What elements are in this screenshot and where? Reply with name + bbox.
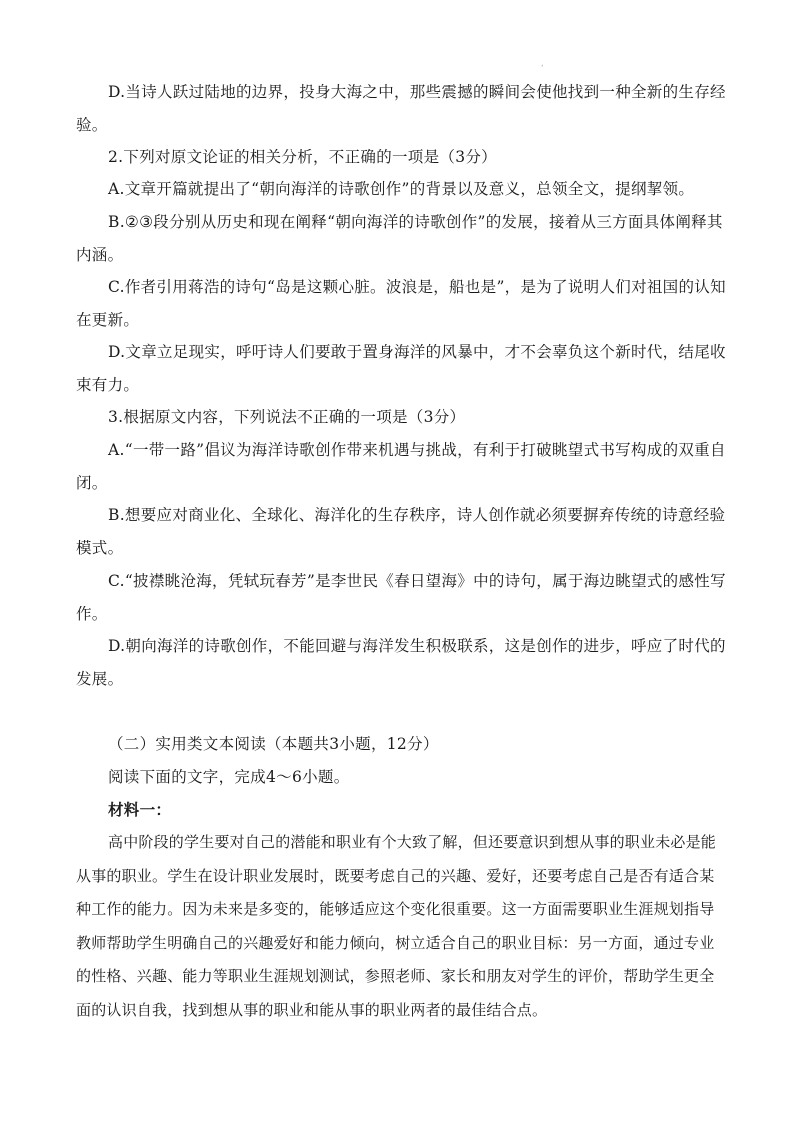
q3-stem: 3.根据原文内容，下列说法不正确的一项是（3分） [108, 408, 466, 426]
q1-option-d: D.当诗人跃过陆地的边界，投身大海之中，那些震撼的瞬间会使他找到一种全新的生存经验。 [76, 83, 726, 134]
q2-stem: 2.下列对原文论证的相关分析，不正确的一项是（3分） [108, 148, 497, 166]
section-instruction: 阅读下面的文字，完成4～6小题。 [108, 768, 350, 786]
scan-mark: ‘ [541, 64, 544, 72]
q2-option-a: A.文章开篇就提出了“朝向海洋的诗歌创作”的背景以及意义，总领全文，提纲挈领。 [108, 180, 695, 198]
q2-option-c: C.作者引用蒋浩的诗句“岛是这颗心脏。波浪是，船也是”，是为了说明人们对祖国的认知在更新。 [76, 278, 726, 329]
material-text: 高中阶段的学生要对自己的潜能和职业有个大致了解，但还要意识到想从事的职业未必是能从事的职业。学生在设计职业发展时，既要考虑自己的兴趣、爱好，还要考虑自己是否有适合某种工作的能力。因为未来是多变的，能够适应这个变化很重要。这一方面需要职业生涯规划指导教师帮助学生明确自己的兴趣爱好和能力倾向，树立适合自己的职业目标：另一方面，通过专业的性格、兴趣、能力等职业生涯规划测试，参照老师、家长和朋友对学生的评价，帮助学生更全面的认识自我，找到想从事的职业和能从事的职业两者的最佳结合点。 [76, 833, 717, 1019]
q3-option-d: D.朝向海洋的诗歌创作，不能回避与海洋发生积极联系，这是创作的进步，呼应了时代的发展。 [76, 637, 726, 688]
q2-option-d: D.文章立足现实，呼吁诗人们要敢于置身海洋的风暴中，才不会辜负这个新时代，结尾收束有力。 [76, 343, 726, 394]
section-title: （二）实用类文本阅读（本题共3小题，12分） [108, 735, 439, 753]
q3-option-b: B.想要应对商业化、全球化、海洋化的生存秩序，诗人创作就必须要摒弃传统的诗意经验模式。 [76, 506, 726, 557]
q2-option-b: B.②③段分别从历史和现在阐释“朝向海洋的诗歌创作”的发展，接着从三方面具体阐释其内涵。 [76, 213, 723, 264]
q3-option-c: C.“披襟眺沧海，凭轼玩春芳”是李世民《春日望海》中的诗句，属于海边眺望式的感性写作。 [76, 572, 726, 623]
material-label: 材料一： [108, 800, 172, 819]
q3-option-a: A.“一带一路”倡议为海洋诗歌创作带来机遇与挑战，有利于打破眺望式书写构成的双重自闭。 [76, 441, 726, 492]
